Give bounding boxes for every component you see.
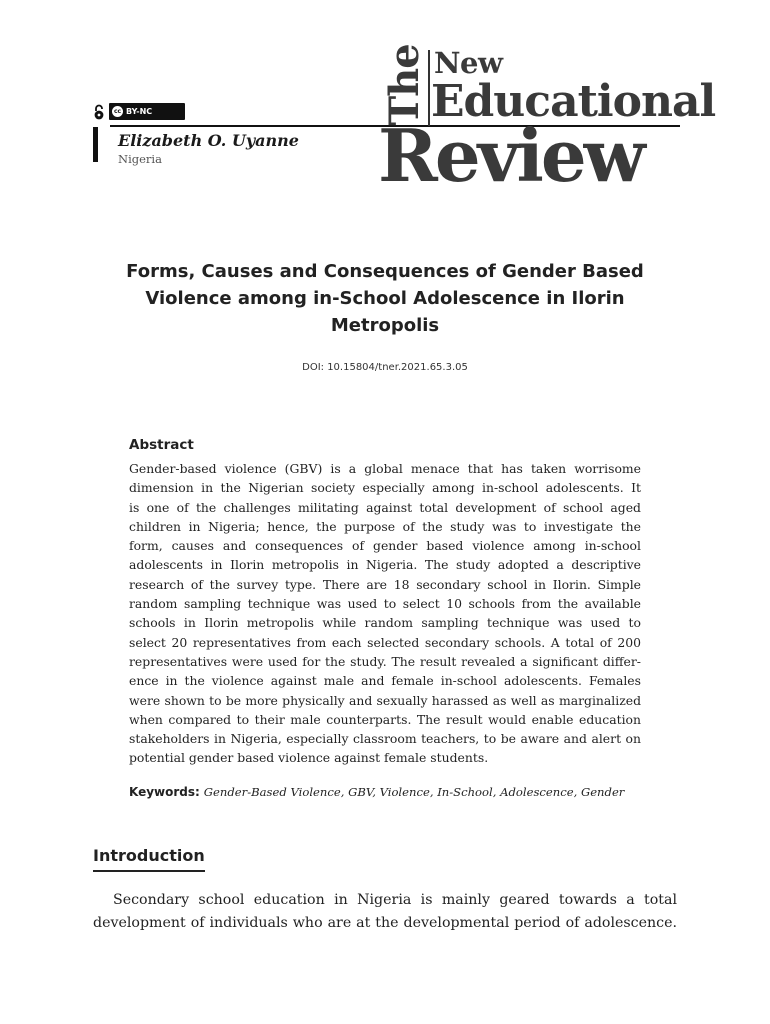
abstract-line: research of the survey type. There are 18 secondary school in Ilorin. Simple xyxy=(129,576,641,592)
article-title xyxy=(100,258,670,339)
author-country: Nigeria xyxy=(118,152,162,166)
license-label: BY-NC xyxy=(126,107,153,116)
logo-the: The xyxy=(380,44,428,126)
abstract-line: schools in Ilorin metropolis while random sampling technique was used to xyxy=(129,615,641,631)
title-line: Metropolis xyxy=(330,315,440,336)
abstract-body xyxy=(129,459,641,768)
abstract-line: children in Nigeria; hence, the purpose of the study was to investigate the xyxy=(129,518,641,534)
open-access-lock-icon xyxy=(93,104,105,120)
introduction-body xyxy=(93,889,677,935)
abstract-line: stakeholders in Nigeria, especially classroom teachers, to be aware and alert on xyxy=(129,731,641,747)
abstract-line: when compared to their male counterparts. The result would enable education xyxy=(129,711,641,727)
title-line: Violence among in-School Adolescence in Ilorin xyxy=(145,288,625,309)
abstract-line: were shown to be more physically and sexually harassed as well as marginalized xyxy=(129,692,641,708)
abstract-line: random sampling technique was used to select 10 schools from the available xyxy=(129,596,641,612)
abstract-line: dimension in the Nigerian society especially among in-school adolescents. It xyxy=(129,480,641,496)
logo-review: Review xyxy=(378,113,643,198)
abstract-line: potential gender based violence against female students. xyxy=(129,750,489,766)
doi-link[interactable]: DOI: 10.15804/tner.2021.65.3.05 xyxy=(302,362,468,373)
abstract-line: is one of the challenges militating against total development of school aged xyxy=(129,499,641,515)
abstract-line: form, causes and consequences of gender based violence among in-school xyxy=(129,538,641,554)
introduction-line: development of individuals who are at the developmental period of adolescence. xyxy=(93,915,677,931)
journal-logo xyxy=(378,44,716,198)
logo-new: New xyxy=(434,46,503,80)
title-line: Forms, Causes and Consequences of Gender Based xyxy=(126,261,644,282)
abstract-line: select 20 representatives from each selected secondary schools. A total of 200 xyxy=(129,634,641,650)
abstract-line: ence in the violence against male and female in-school adolescents. Females xyxy=(129,673,641,689)
cc-license-icon xyxy=(109,103,185,120)
keywords-label: Keywords: xyxy=(129,785,200,799)
logo-educational: Educational xyxy=(431,76,716,127)
keywords xyxy=(129,784,624,799)
abstract-line: adolescents in Ilorin metropolis in Nigeria. The study adopted a descriptive xyxy=(129,557,641,573)
abstract-line: Gender-based violence (GBV) is a global menace that has taken worrisome xyxy=(129,461,641,476)
introduction-underline xyxy=(93,870,205,872)
abstract-heading: Abstract xyxy=(129,437,194,453)
cc-symbol: cc xyxy=(113,108,122,115)
abstract-line: representatives were used for the study. The result revealed a significant differ- xyxy=(129,653,641,669)
author-name: Elizabeth O. Uyanne xyxy=(118,131,299,150)
keywords-values: Gender-Based Violence, GBV, Violence, In-School, Adolescence, Gender xyxy=(203,785,625,799)
introduction-heading: Introduction xyxy=(93,846,205,865)
introduction-line: Secondary school education in Nigeria is mainly geared towards a total xyxy=(113,892,677,908)
author-bar xyxy=(93,127,98,162)
license-badge[interactable] xyxy=(93,103,185,120)
